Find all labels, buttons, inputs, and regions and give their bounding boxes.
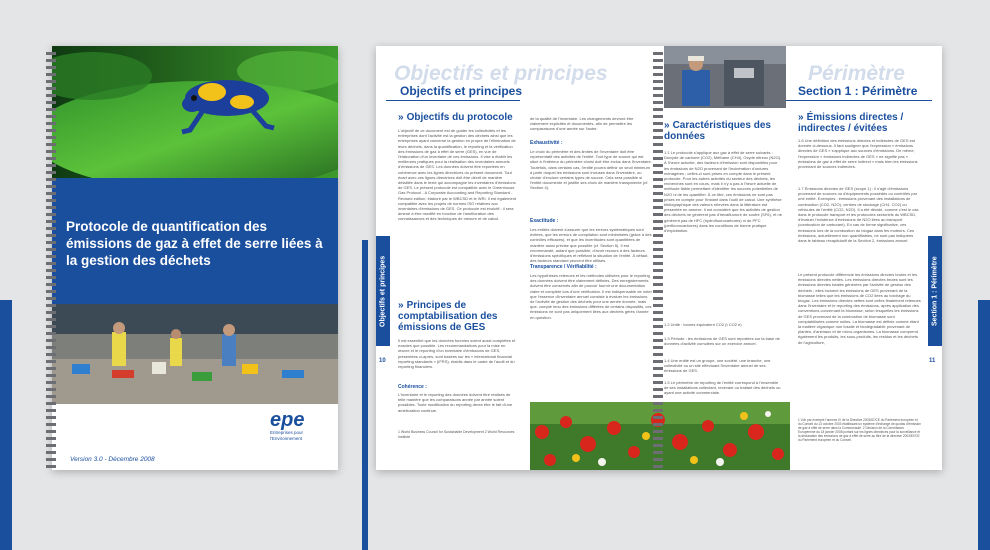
principes-heading [398,300,518,333]
left-edge-accent [0,300,12,550]
cover-version: Version 3.0 - Décembre 2008 [70,456,155,463]
emissions-body-2: 1.7 Émissions directes de GES (scope 1) : il s'agit d'émissions provenant de sources ou d'équipements possédés ou contrôlés par une entité. Exemples : émissions provenant des installations de combustion (CO2, N2O), centres de stockage (CH4, CO2) ou véhicules de l'entité (CO2, N2O). Il a été décidé, comme c'est le cas dans le protocole transport et les protocoles sectoriels du WBCSD, d'évaluer l'existence d'émissions de N2O liées au transport (combustion de carburant). En cas de forme significative, ces émissions lors de la combustion du biogaz dans les moteurs. Ces émissions, actuellement non quantifiables, ne sont pas indiquées dans le tableau récapitulatif de la Section 2, émissions annuel. [798,186,919,244]
objectifs-body: L'objectif de ce document est de guider les collectivités et les entreprises dont l'activité est la gestion des déchets ainsi que les entreprises ayant concerné la gestion en propre de l'élimination de leurs déchets, dans la quantification, le reporting et la vérification des émissions de gaz à effet de serre (GES), en vue de l'élaboration d'un inventaire de ces émissions. Il vise à établir les meilleures pratiques pour la réalisation des inventaires annuels d'émissions de GES. Les données doivent être reportées en cohérence avec les lignes directrices du présent document. Tout écart avec ces lignes directrices doit être décrit de manière détaillée dans le texte qui accompagne les inventaires d'émissions de GES. Le présent protocole est compatible avec le Greenhouse Gas Protocol - A Corporate Accounting and Reporting Standard - Revised edition, élaboré par le WBCSD et le WRI. Il est également compatible avec les projets de normes ISO relatives aux inventaires d'émissions de GES. Ce protocole est évolutif : il sera amené à être modifié en fonction de l'amélioration des connaissances et des techniques de mesure et de calcul. [398,128,517,222]
page-number-left: 10 [379,358,386,364]
page-number-right: 11 [929,358,936,364]
worker-photo-image [664,46,786,108]
principes-title: Principes de comptabilisation des émissions de GES [398,300,498,333]
spread-spiral-binding [653,52,663,472]
cover-frog-photo [52,46,338,178]
exhaustivite-label: Exhaustivité : [530,140,563,146]
col2-intro: de la qualité de l'inventaire. Les changements devront être clairement explicités et documentés, afin de permettre les comparaisons d'une année sur l'autre. [530,116,634,132]
chevron-icon: » [664,120,670,131]
watermark-objectifs: Objectifs et principes [394,62,608,85]
periode-body: 1.3 Période : les émissions de GES sont reportées sur la base de données d'activité cumulées sur un exercice annuel. [664,336,780,347]
watermark-perimetre: Périmètre [808,62,905,85]
footnote-left: 1 World Business Council for Sustainable Development 2 World Resources Institute [398,430,515,439]
emissions-body-1: 1.6 Une définition des émissions directes et indirectes de GES est donnée ci-dessous. Il faut souligner que l'expression « émissions directes de GES » s'applique aux sources d'émissions. De même, l'expression « émissions indirectes de GES » ne signifie pas « émissions de gaz à effet de serre indirect » mais bien les émissions provenant de sources indirectes. [798,138,918,170]
coherence-label: Cohérence : [398,384,427,390]
cover-page [52,46,338,470]
epe-logo-mark: epe [270,409,305,431]
emissions-title: Émissions directes / indirectes / évitées [798,112,904,134]
right-header-rule [786,100,932,101]
chevron-icon: » [798,112,804,123]
principes-body: Il est essentiel que les données fournies soient aussi complètes et exactes que possible. Les recommandations pour la mise en œuvre et le reporting d'un inventaire d'émissions de GES, présentées ci-après, sont basées sur les « international financial reporting standards » (IFRS), établis dans le cadre de l'audit et du reporting financiers. [398,338,516,370]
chevron-icon: » [398,112,404,123]
side-tab-right: Section 1 : Périmètre [928,236,942,346]
cover-logo [270,410,330,450]
cover-title-band [52,178,338,304]
perimetre-reporting-body: 1.5 Le périmètre de reporting de l'entité correspond à l'ensemble de ses installations collectant, recevant ou traitant des déchets ou ayant une activité commerciale. [664,380,781,396]
left-header-rule [386,100,520,101]
right-page-header: Section 1 : Périmètre [798,84,918,98]
side-tab-left: Objectifs et principes [376,236,390,346]
left-page-header: Objectifs et principes [400,84,523,98]
exactitude-label: Exactitude : [530,218,559,224]
cover-title: Protocole de quantification des émissions de gaz à effet de serre liées à la gestion des déchets [66,219,323,268]
right-edge-accent [978,300,990,550]
cover-waste-photo [52,304,338,404]
center-edge-accent [362,240,368,550]
coherence-body: L'inventaire et le reporting des données doivent être réalisés de telle manière que les comparaisons année par année soient possibles. Toute modification du reporting devra être le fait d'une amélioration continue. [398,392,513,413]
gaz-list-body: 1.1 Le protocole s'applique aux gaz à effet de serre suivants : Dioxyde de carbone (CO2), Méthane (CH4), Oxyde nitreux (N2O). À l'heure actuelle, des facteurs d'émission sont disponibles pour les émissions de N2O provenant de l'incinération d'ordures ménagères ; celles-ci sont prises en compte dans le présent protocole. Pour les autres activités du secteur des déchets, les recherches sont en cours, mais il n'y a pas à l'heure actuelle de méthode fiable permettant d'identifier les sources potentielles de N2O ni de les quantifier. À ce titre, ces émissions ne sont pas prises en compte pour l'instant dans l'outil de calcul. Une synthèse bibliographique des valeurs relevées dans la littérature est présentée en annexe. Il est considéré que les activités de gestion des déchets ne génèrent pas d'hexafluorure de soufre (SF6), et ne génèrent pas de HFC (hydrofluorocarbures) ni de PFC (perfluorocarbures) dans les conditions de bonne pratique d'exploitation. [664,150,782,234]
emissions-heading [798,112,922,134]
caracteristiques-heading [664,120,784,142]
exactitude-body: Les entités doivent s'assurer que les erreurs systématiques sont évitées, que les erreurs de compilation sont minimisées (grâce à des contrôles efficaces), et que les incertitudes sont quantifiées de manière aussi précise que possible (cf. Section 5). Il est recommandé, autant que possible, d'avoir recours à des facteurs d'émissions spécifiques et reflétant la situation de l'entité. À défaut, des facteurs standard peuvent être utilisés. [530,227,652,264]
transparence-body: Les hypothèses retenues et les méthodes utilisées pour le reporting des données doivent être clairement définies. Des enregistrements doivent être conservés afin de pouvoir fournir une documentation claire et complète lors d'une vérification. Il est indispensable de noter que l'essence d'inventaire annuel consiste à évaluer les émissions de l'activité de gestion des déchets pour une année donnée, mais que, compte tenu des émissions différées de certains dispositifs, ces émissions ne sont pas uniquement liées aux déchets gérés l'année en question. [530,273,652,320]
caracteristiques-title: Caractéristiques des données [664,120,771,142]
entite-body: 1.4 Une entité est un groupe, une société, une branche, une collectivité ou un site effectuant l'inventaire annuel de ses émissions de GES. [664,358,771,374]
unite-line: 1.2 Unité : tonnes équivalent CO2 (t CO2 e) [664,322,742,327]
transparence-label: Transparence / Vérifiabilité : [530,264,597,270]
footnote-right: 1 Voir par exemple l'annexe IV de la Directive 2003/87/CE du Parlement européen et du Conseil du 13 octobre 2003 établissant un système d'échange de quotas d'émission de gaz à effet de serre dans la Communauté. 2 Décision de la Commission Européenne du 18 janvier 2008 portant sur les lignes directrices pour la surveillance et la déclaration des émissions de gaz à effet de serre au titre de la directive 2003/87/CE du Parlement européen et du Conseil. [798,418,921,442]
epe-logo-tagline: Entreprises pour l'Environnement [270,430,304,441]
objectifs-heading [398,112,518,123]
emissions-body-3: Le présent protocole différencie les émissions directes brutes et les émissions directes nettes. Les émissions directes brutes sont les émissions directes totales générées par l'activité de gestion des déchets ; elles incluent les émissions de GES provenant de la biomasse telles que les émissions de CO2 liées au torchage du biogaz. Les émissions directes nettes sont celles finalement retenues dans l'inventaire et le reporting des émissions, après application des conventions concernant la biomasse, selon lesquelles les émissions de GES provenant de la combustion de biomasse sont comptabilisées comme nulles. La biomasse est définie comme étant la matière organique non fossile et biodégradable provenant de plantes, d'animaux et de micro-organismes. La biomasse comprend également les produits, les sous-produits, les résidus et les déchets de l'agriculture, [798,272,921,345]
chevron-icon: » [398,300,404,311]
exhaustivite-body: Le choix du périmètre et des limites de l'inventaire doit être représentatif des activités de l'entité. Tout type de source qui est situé à l'intérieur du périmètre choisi doit être inclus dans l'inventaire. Toutefois, dans certains cas, l'entité pourra définir un seuil minimum à partir duquel les émissions sont incluses dans l'inventaire, ou choisir d'exclure certains types de source. Cela sera possible si l'entité documente et justifie ses choix de manière transparente (cf. Section 4). [530,149,652,191]
objectifs-title: Objectifs du protocole [406,112,513,123]
cover-spiral-binding [46,52,56,472]
